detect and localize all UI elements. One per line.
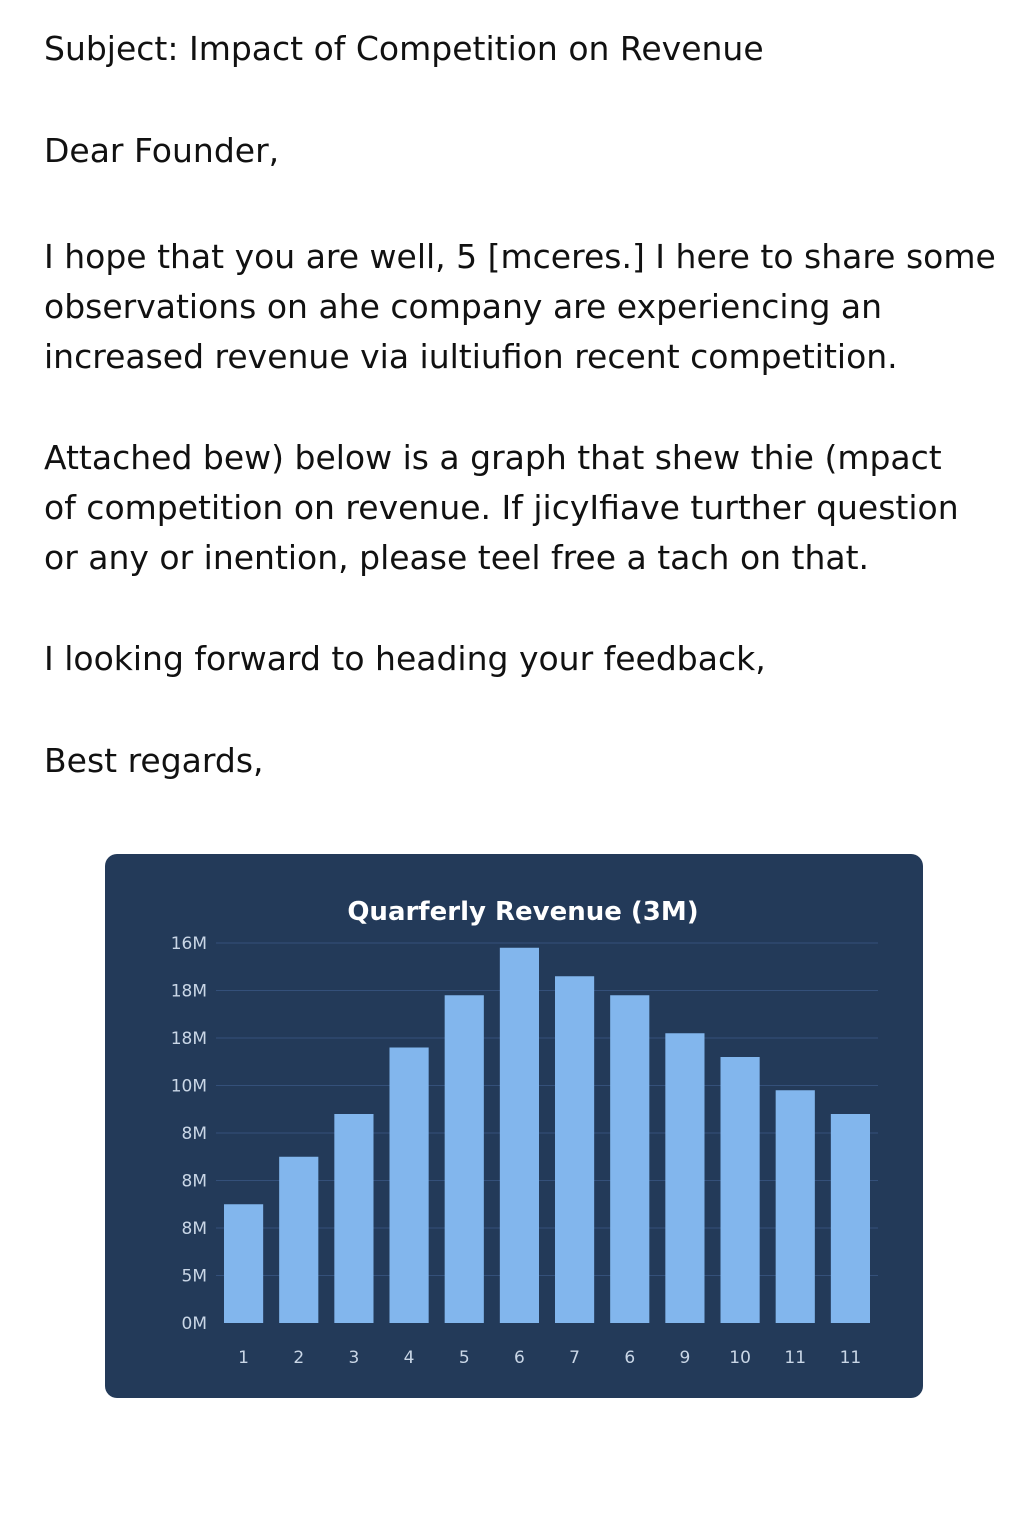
paragraph-line: or any or inention, please teel free a tach on that. <box>44 538 870 577</box>
x-tick-label: 9 <box>679 1348 691 1368</box>
chart-bar <box>500 948 539 1323</box>
y-tick-label: 0M <box>181 1314 207 1334</box>
y-tick-label: 8M <box>181 1171 207 1192</box>
email-signoff: Best regards, <box>44 741 264 780</box>
email-subject: Subject: Impact of Competition on Revenue <box>44 29 764 68</box>
email-paragraph-attachment <box>44 433 984 583</box>
paragraph-line: of competition on revenue. If jicyIfiave turther question <box>44 488 959 527</box>
email-greeting: Dear Founder, <box>44 131 280 170</box>
chart-bar <box>610 995 649 1323</box>
x-tick-label: 4 <box>403 1348 415 1368</box>
chart-bar <box>665 1033 704 1323</box>
paragraph-line: Attached bew) below is a graph that shew thie (mpact <box>44 438 942 477</box>
email-paragraph-closing: I looking forward to heading your feedback, <box>44 639 766 678</box>
x-tick-label: 11 <box>784 1348 807 1368</box>
x-tick-label: 3 <box>348 1348 360 1368</box>
chart-title: Quarferly Revenue (3M) <box>347 897 699 927</box>
x-tick-label: 1 <box>238 1348 249 1368</box>
x-tick-label: 2 <box>293 1348 305 1368</box>
y-tick-label: 8M <box>181 1219 207 1239</box>
chart-x-axis <box>238 1348 861 1368</box>
chart-bar <box>224 1204 263 1323</box>
x-tick-label: 7 <box>569 1348 580 1368</box>
y-tick-label: 5M <box>181 1266 207 1287</box>
x-tick-label: 6 <box>624 1348 636 1368</box>
revenue-chart-card <box>105 854 923 1398</box>
y-tick-label: 10M <box>170 1076 207 1097</box>
chart-bars <box>224 948 870 1323</box>
chart-bar <box>389 1048 428 1324</box>
x-tick-label: 11 <box>839 1348 862 1368</box>
x-tick-label: 5 <box>458 1348 470 1368</box>
y-tick-label: 16M <box>170 934 207 954</box>
paragraph-line: I hope that you are well, 5 [mceres.] I here to share some <box>44 237 996 276</box>
chart-bar <box>555 976 594 1323</box>
email-paragraph-intro <box>44 232 996 382</box>
chart-bar <box>279 1157 318 1323</box>
y-tick-label: 18M <box>170 981 207 1002</box>
chart-bar <box>445 995 484 1323</box>
x-tick-label: 10 <box>729 1348 751 1368</box>
revenue-bar-chart <box>105 854 923 1398</box>
paragraph-line: observations on ahe company are experiencing an <box>44 287 883 326</box>
chart-bar <box>776 1090 815 1323</box>
chart-y-axis <box>171 934 207 1334</box>
y-tick-label: 18M <box>170 1029 207 1049</box>
x-tick-label: 6 <box>514 1348 525 1368</box>
chart-bar <box>720 1057 759 1323</box>
chart-bar <box>334 1114 373 1323</box>
paragraph-line: increased revenue via iultiufion recent competition. <box>44 337 898 376</box>
y-tick-label: 8M <box>181 1124 207 1144</box>
chart-bar <box>831 1114 870 1323</box>
